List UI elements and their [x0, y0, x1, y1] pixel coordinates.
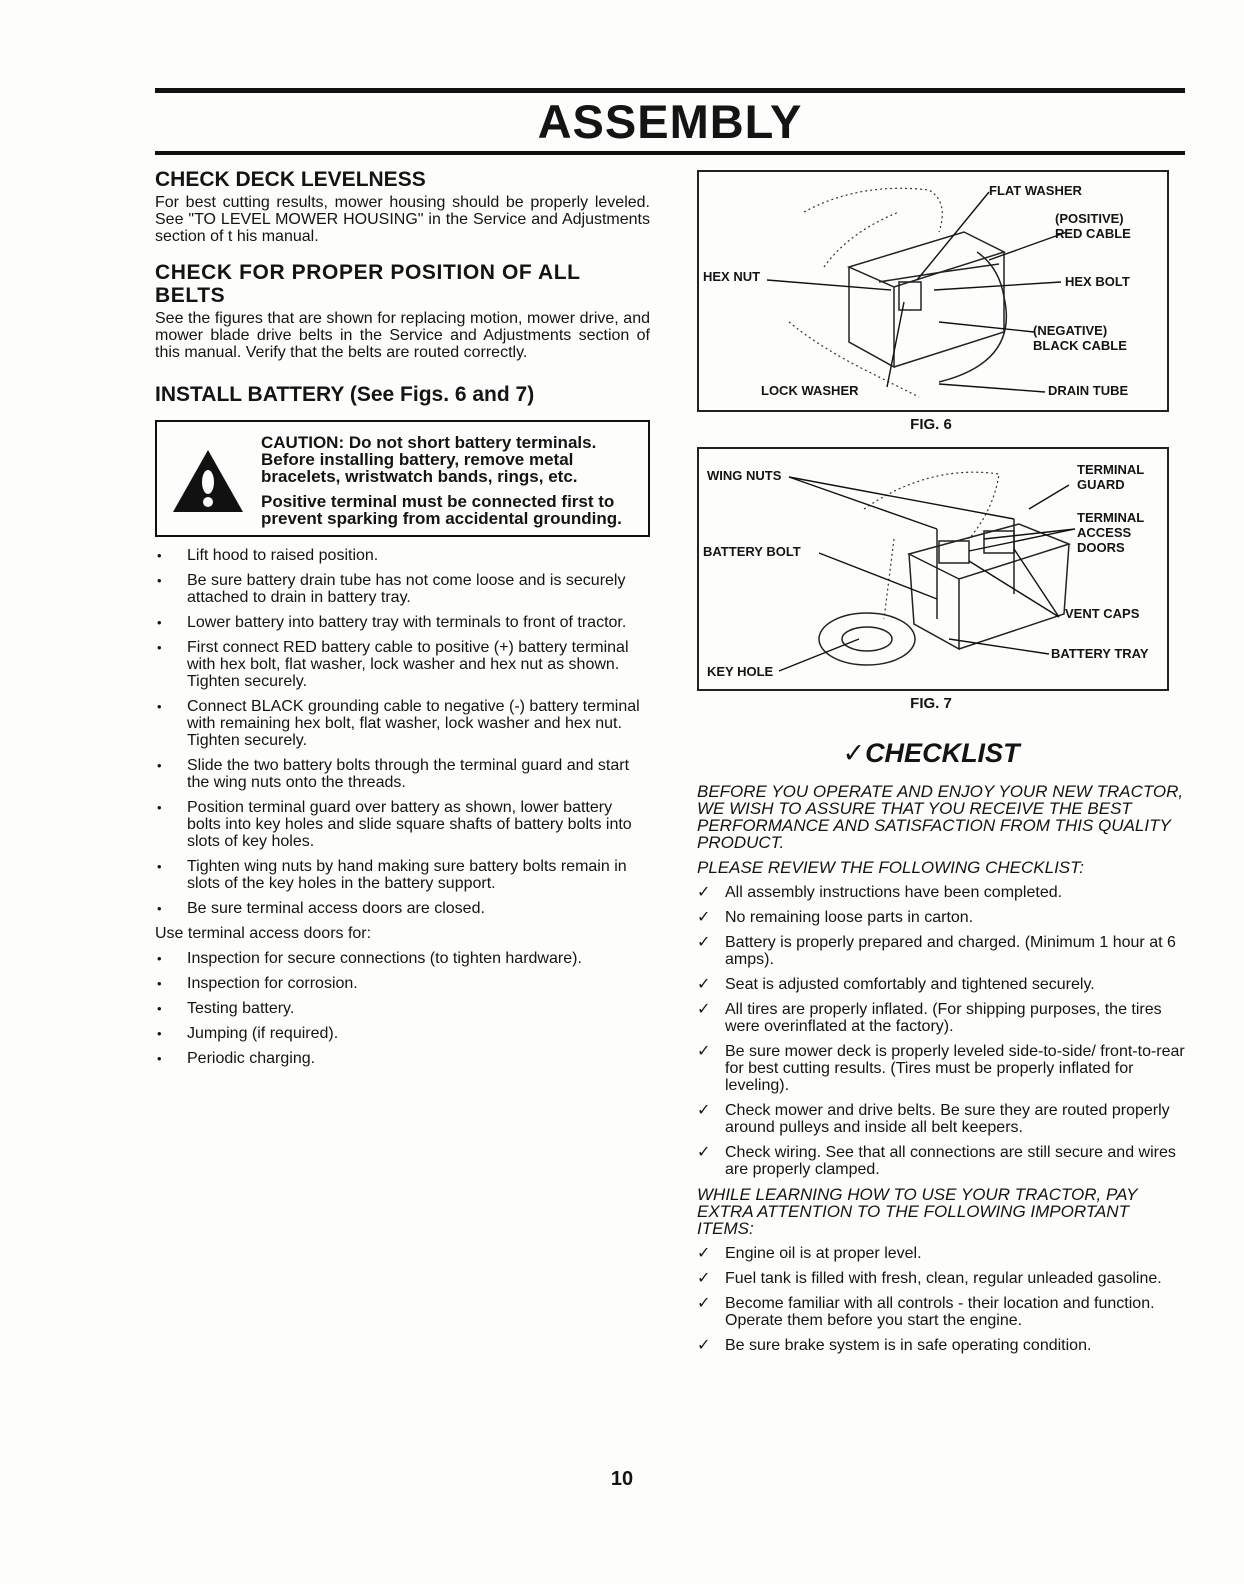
- access-use-item: • Periodic charging.: [155, 1050, 650, 1067]
- access-use-item: • Inspection for corrosion.: [155, 975, 650, 992]
- battery-step: • Tighten wing nuts by hand making sure battery bolts remain in slots of the key holes in the battery support.: [155, 858, 650, 892]
- battery-step: • Lower battery into battery tray with terminals to front of tractor.: [155, 614, 650, 631]
- label-vent-caps: VENT CAPS: [1065, 606, 1140, 621]
- caution-text: CAUTION: Do not short battery terminals. Before installing battery, remove metal bracelets, wristwatch bands, rings, etc.: [261, 433, 597, 486]
- positive-terminal-warning: Positive terminal must be connected first to prevent sparking from accidental grounding.: [261, 492, 622, 528]
- checklist-item: ✓ No remaining loose parts in carton.: [697, 909, 974, 926]
- checklist-title: ✓CHECKLIST: [842, 738, 1020, 768]
- caution-box: [155, 420, 650, 537]
- fig7-caption: FIG. 7: [910, 695, 952, 712]
- checkmark-icon: ✓: [697, 1043, 711, 1060]
- learning-item: ✓ Fuel tank is filled with fresh, clean, regular unleaded gasoline.: [697, 1270, 1162, 1287]
- right-column: [697, 170, 1187, 1362]
- checkmark-icon: ✓: [697, 1337, 711, 1354]
- checklist-item: ✓ Be sure mower deck is properly leveled side-to-side/ front-to-rear for best cutting results. (Tires must be properly inflated for leveling).: [697, 1043, 1185, 1094]
- checklist-intro: BEFORE YOU OPERATE AND ENJOY YOUR NEW TRACTOR, WE WISH TO ASSURE THAT YOU RECEIVE THE BEST PERFORMANCE AND SATISFACTION FROM THIS QUALITY PRODUCT.: [697, 782, 1184, 852]
- checkmark-icon: ✓: [697, 909, 711, 926]
- checklist-review: PLEASE REVIEW THE FOLLOWING CHECKLIST:: [697, 858, 1084, 877]
- checkmark-icon: ✓: [697, 1144, 711, 1161]
- label-hex-nut: HEX NUT: [703, 269, 761, 284]
- page-number: 10: [610, 1468, 634, 1490]
- page-title: ASSEMBLY: [537, 95, 803, 148]
- label-red-cable: RED CABLE: [1055, 226, 1131, 241]
- battery-step: • Be sure battery drain tube has not come loose and is securely attached to drain in battery tray.: [155, 572, 650, 606]
- checkmark-icon: ✓: [697, 1245, 711, 1262]
- checkmark-icon: ✓: [697, 1270, 711, 1287]
- label-positive: (POSITIVE): [1055, 211, 1124, 226]
- battery-step: • Position terminal guard over battery as shown, lower battery bolts into key holes and slide square shafts of battery bolts into slots of key holes.: [155, 799, 650, 850]
- learning-item: ✓ Engine oil is at proper level.: [697, 1245, 922, 1262]
- belts-section: [155, 261, 650, 361]
- label-flat-washer: FLAT WASHER: [989, 183, 1082, 198]
- checklist-items: [697, 884, 1187, 1178]
- figure-7: [697, 447, 1169, 691]
- label-negative: (NEGATIVE): [1033, 323, 1108, 338]
- access-uses-list: [155, 950, 650, 1067]
- label-battery-tray: BATTERY TRAY: [1051, 646, 1149, 661]
- battery-step: • Slide the two battery bolts through the terminal guard and start the wing nuts onto the threads.: [155, 757, 650, 791]
- label-terminal: TERMINAL: [1077, 462, 1145, 477]
- battery-section: [155, 383, 650, 1067]
- learning-item: ✓ Be sure brake system is in safe operating condition.: [697, 1337, 1092, 1354]
- checkmark-icon: ✓: [697, 1295, 711, 1312]
- battery-step: • Be sure terminal access doors are closed.: [155, 900, 650, 917]
- checkmark-icon: ✓: [697, 1102, 711, 1119]
- label-drain-tube: DRAIN TUBE: [1048, 383, 1129, 398]
- checkmark-icon: ✓: [697, 976, 711, 993]
- label-hex-bolt: HEX BOLT: [1065, 274, 1130, 289]
- access-use-item: • Testing battery.: [155, 1000, 650, 1017]
- label-guard: GUARD: [1077, 477, 1125, 492]
- warning-triangle-icon: [169, 448, 247, 514]
- left-column: [155, 168, 650, 1075]
- checklist-item: ✓ Check mower and drive belts. Be sure they are routed properly around pulleys and inside all belt keepers.: [697, 1102, 1170, 1136]
- checkmark-icon: ✓: [697, 884, 711, 901]
- label-black-cable: BLACK CABLE: [1033, 338, 1127, 353]
- header-rule-bottom: [155, 151, 1185, 155]
- battery-heading: INSTALL BATTERY (See Figs. 6 and 7): [155, 383, 535, 406]
- learning-intro: WHILE LEARNING HOW TO USE YOUR TRACTOR, PAY EXTRA ATTENTION TO THE FOLLOWING IMPORTANT ITEMS:: [697, 1185, 1138, 1238]
- label-doors: DOORS: [1077, 540, 1125, 555]
- label-wing-nuts: WING NUTS: [707, 468, 782, 483]
- access-intro: Use terminal access doors for:: [155, 925, 372, 942]
- label-battery-bolt: BATTERY BOLT: [703, 544, 801, 559]
- battery-steps-list: [155, 547, 650, 917]
- deck-heading: CHECK DECK LEVELNESS: [155, 168, 426, 191]
- checklist-item: ✓ Check wiring. See that all connections are still secure and wires are properly clamped.: [697, 1144, 1176, 1178]
- checkmark-icon: ✓: [842, 738, 866, 768]
- learning-item: ✓ Become familiar with all controls - their location and function. Operate them before you start the engine.: [697, 1295, 1155, 1329]
- battery-diagram-fig6: [699, 172, 1167, 410]
- belts-heading: CHECK FOR PROPER POSITION OF ALL BELTS: [155, 261, 581, 307]
- checklist-item: ✓ All assembly instructions have been completed.: [697, 884, 1063, 901]
- access-use-item: • Inspection for secure connections (to tighten hardware).: [155, 950, 650, 967]
- battery-step: • Connect BLACK grounding cable to negative (-) battery terminal with remaining hex bolt, flat washer, lock washer and hex nut. Tighten securely.: [155, 698, 650, 749]
- checklist-item: ✓ All tires are properly inflated. (For shipping purposes, the tires were overinflated at the factory).: [697, 1001, 1162, 1035]
- checklist-item: ✓ Battery is properly prepared and charged. (Minimum 1 hour at 6 amps).: [697, 934, 1176, 968]
- checkmark-icon: ✓: [697, 934, 711, 951]
- figure-6: [697, 170, 1169, 412]
- checkmark-icon: ✓: [697, 1001, 711, 1018]
- learning-items: [697, 1245, 1187, 1354]
- deck-body: For best cutting results, mower housing should be properly leveled. See "TO LEVEL MOWER HOUSING" in the Service and Adjustments section of t his manual.: [155, 194, 650, 245]
- belts-body: See the figures that are shown for replacing motion, mower drive, and mower blade drive belts in the Service and Adjustments section of this manual. Verify that the belts are routed correctly.: [155, 310, 650, 361]
- label-key-hole: KEY HOLE: [707, 664, 774, 679]
- label-access: ACCESS: [1077, 525, 1132, 540]
- battery-step: • First connect RED battery cable to positive (+) battery terminal with hex bolt, flat washer, lock washer and hex nut as shown. Tighten securely.: [155, 639, 650, 690]
- checklist-item: ✓ Seat is adjusted comfortably and tightened securely.: [697, 976, 1095, 993]
- battery-step: • Lift hood to raised position.: [155, 547, 650, 564]
- label-lock-washer: LOCK WASHER: [761, 383, 859, 398]
- deck-section: [155, 168, 650, 245]
- label-terminal-2: TERMINAL: [1077, 510, 1145, 525]
- fig6-caption: FIG. 6: [910, 416, 952, 433]
- access-use-item: • Jumping (if required).: [155, 1025, 650, 1042]
